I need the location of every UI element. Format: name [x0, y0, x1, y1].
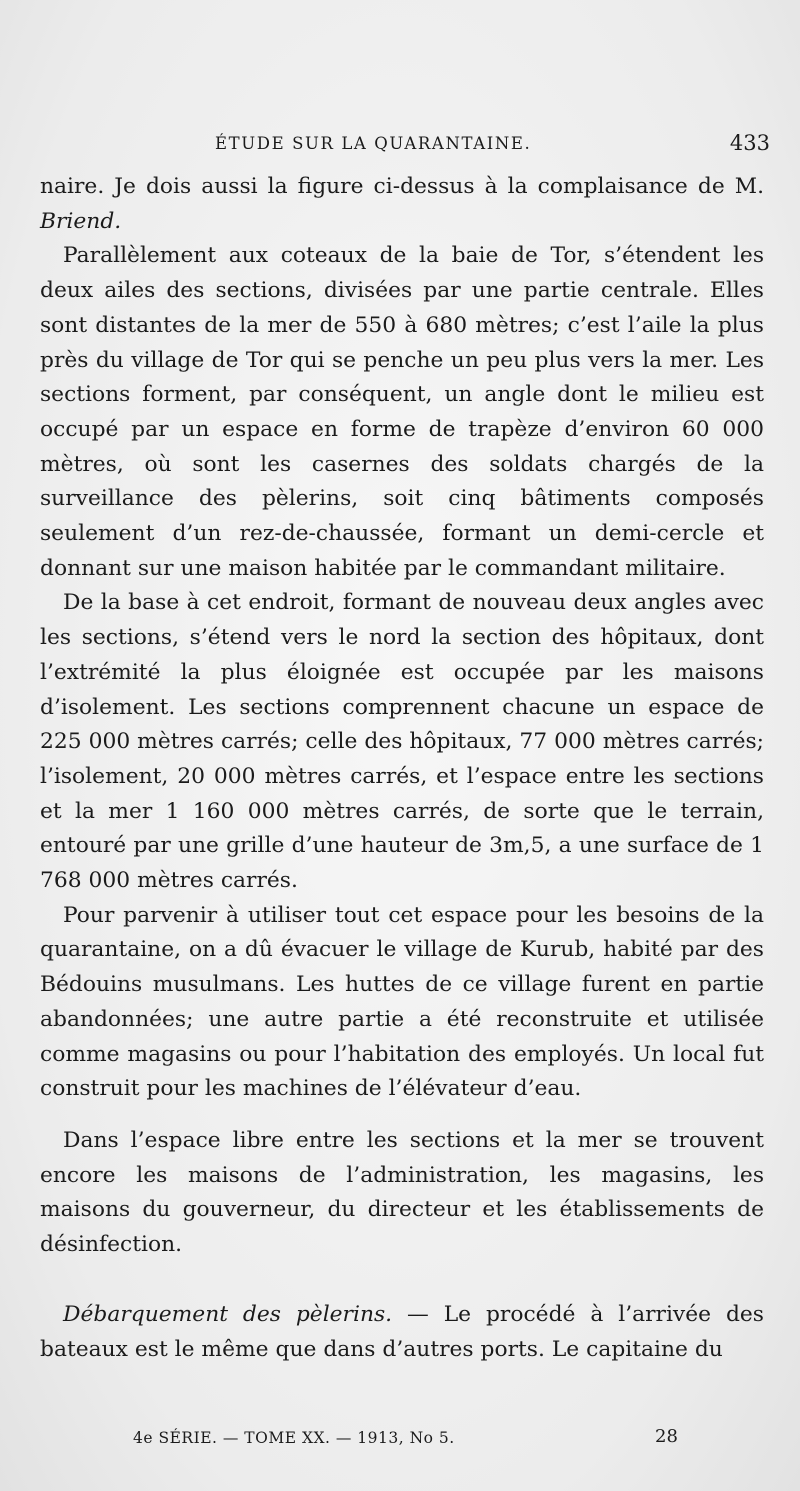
- page-number: 433: [729, 131, 770, 155]
- text-run: Pour parvenir à utiliser tout cet espace pour les besoins de la quarantaine, on a dû évacuer le village de Kurub, habité par des Bédouins musulmans. Les huttes de ce village furent en partie abandonnées; une autre partie a été reconstruite et utilisée comme magasins ou pour l’habitation des employés. Un local fut construit pour les machines de l’élévateur d’eau.: [40, 902, 764, 1102]
- paragraph-continuation: [40, 170, 764, 239]
- series-line: 4e SÉRIE. — TOME XX. — 1913, No 5.: [133, 1429, 455, 1447]
- page-footer: [0, 1426, 800, 1455]
- text-run: De la base à cet endroit, formant de nouveau deux angles avec les sections, s’étend vers le nord la section des hôpitaux, dont l’extrémité la plus éloignée est occupée par les maisons d’isolement. Les sections comprennent chacune un espace de 225 000 mètres carrés; celle des hôpitaux, 77 000 mètres carrés; l’isolement, 20 000 mètres carrés, et l’espace entre les sections et la mer 1 160 000 mètres carrés, de sorte que le terrain, entouré par une grille d’une hauteur de 3m,5, a une surface de 1 768 000 mètres carrés.: [40, 590, 764, 894]
- author-name-italic: Briend.: [40, 208, 122, 234]
- page-header: [0, 131, 800, 164]
- signature-mark: 28: [655, 1426, 678, 1447]
- text-run: — Le procédé à l’arrivée des bateaux est le même que dans d’autres ports. Le capitaine du: [40, 1301, 764, 1362]
- text-run: naire. Je dois aussi la figure ci-dessus à la complaisance de M.: [40, 174, 764, 199]
- running-title: ÉTUDE SUR LA QUARANTAINE.: [215, 134, 532, 153]
- text-run: Parallèlement aux coteaux de la baie de Tor, s’étendent les deux ailes des sections, divisées par une partie centrale. Elles sont distantes de la mer de 550 à 680 mètres; c’est l’aile la plus près du village de Tor qui se penche un peu plus vers la mer. Les sections forment, par conséquent, un angle dont le milieu est occupé par un espace en forme de trapèze d’environ 60 000 mètres, où sont les casernes des soldats chargés de la surveillance des pèlerins, soit cinq bâtiments composés seulement d’un rez-de-chaussée, formant un demi-cercle et donnant sur une maison habitée par le commandant militaire.: [40, 243, 764, 581]
- paragraph-debarquement: [40, 1298, 764, 1367]
- paragraph-hospital-section: [40, 586, 764, 898]
- paragraph-village-evacuation: [40, 899, 764, 1107]
- paragraph-sections-layout: [40, 239, 764, 586]
- body-text: [40, 170, 764, 1367]
- paragraph-free-space: [40, 1124, 764, 1263]
- text-run: Dans l’espace libre entre les sections et la mer se trouvent encore les maisons de l’administration, les magasins, les maisons du gouverneur, du directeur et les établissements de désinfection.: [40, 1127, 764, 1258]
- section-heading-italic: Débarquement des pèlerins.: [63, 1301, 393, 1327]
